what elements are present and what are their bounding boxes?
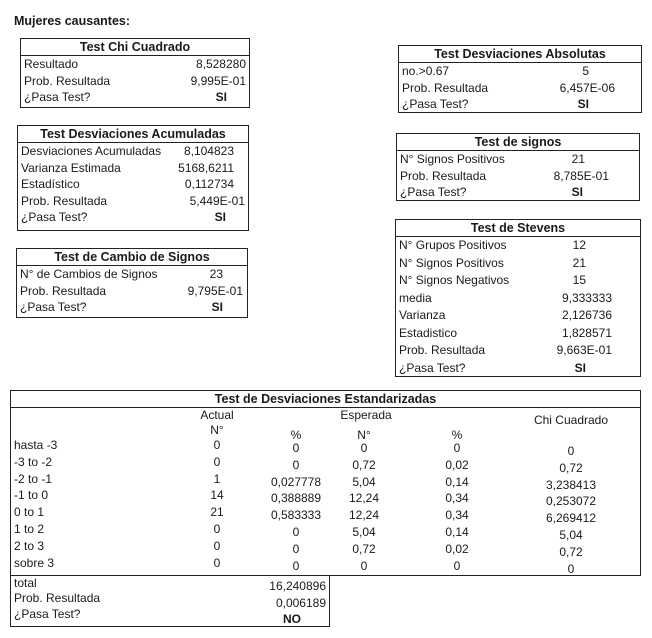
n-actual-value: 14 (210, 488, 224, 503)
table-row (17, 266, 247, 283)
row-value: 15 (572, 273, 586, 287)
test-stevens-table (395, 219, 641, 377)
row-value: 8,104823 (183, 144, 234, 158)
row-value: 5168,6211 (178, 160, 234, 175)
table-row (18, 176, 248, 193)
row-value: 23 (209, 267, 223, 281)
pct-esperada-value: 0 (453, 558, 461, 573)
test-cambio-signos-table (16, 248, 248, 318)
row-value: 8,528280 (195, 57, 246, 71)
chi-value: 5,04 (559, 528, 583, 542)
summary-label-prob: Prob. Resultada (14, 591, 101, 605)
row-label: Varianza (399, 308, 446, 322)
pass-status: SI (574, 360, 586, 375)
n-esperada-value: 0 (360, 441, 368, 455)
table-row (21, 89, 249, 106)
row-label: ¿Pasa Test? (20, 300, 87, 314)
pct-esperada-value: 0,34 (445, 491, 469, 506)
header-pct-actual: % (290, 428, 302, 442)
row-label: ¿Pasa Test? (24, 90, 91, 104)
chi-value: 0,72 (559, 544, 583, 559)
table-row (396, 255, 640, 273)
table-row (17, 299, 247, 316)
row-label: Estadistico (399, 325, 458, 340)
pass-status: SI (215, 90, 227, 104)
table-title: Test de signos (397, 134, 639, 151)
row-label: Prob. Resultada (402, 80, 489, 95)
row-label: Desviaciones Acumuladas (21, 144, 162, 158)
table-title: Test Chi Cuadrado (21, 39, 249, 56)
chi-value: 0,72 (559, 460, 583, 475)
row-value: 8,785E-01 (553, 168, 609, 183)
table-row (399, 63, 641, 80)
summary-label-total: total (14, 576, 37, 590)
row-label: N° Signos Positivos (399, 255, 504, 270)
page-title: Mujeres causantes: (14, 14, 131, 28)
chi-value: 0,253072 (545, 494, 597, 509)
summary-label-pasa: ¿Pasa Test? (14, 607, 81, 621)
pass-status: SI (211, 300, 223, 314)
row-label: ¿Pasa Test? (400, 185, 467, 199)
pass-status: SI (214, 210, 226, 224)
row-label: N° de Cambios de Signos (20, 267, 158, 281)
chi-value: 6,269412 (545, 511, 597, 526)
table-row (397, 184, 639, 201)
pct-actual-value: 0,027778 (270, 474, 322, 489)
table-row (21, 56, 249, 73)
pct-esperada-value: 0,14 (445, 525, 469, 539)
chi-value: 0 (567, 444, 575, 458)
n-actual-value: 0 (213, 522, 221, 536)
pct-esperada-value: 0 (453, 441, 461, 455)
pass-status: NO (283, 612, 301, 626)
n-actual-value: 21 (210, 505, 224, 520)
row-label: Prob. Resultada (399, 343, 486, 357)
table-title: Test de Desviaciones Estandarizadas (11, 391, 640, 408)
row-label: media (399, 290, 432, 305)
table-row (397, 168, 639, 185)
pct-actual-value: 0 (292, 525, 300, 539)
row-value: 9,333333 (561, 290, 612, 305)
chi-value: 3,238413 (545, 477, 597, 492)
row-label: Estadístico (21, 177, 80, 191)
pct-actual-value: 0 (292, 558, 300, 573)
row-value: 9,663E-01 (556, 343, 612, 357)
chi-value: 0 (567, 561, 575, 576)
row-value: 5 (582, 64, 589, 78)
row-label: Prob. Resultada (400, 168, 487, 183)
pass-status: SI (577, 97, 589, 111)
row-label: -3 to -2 (14, 454, 53, 469)
row-value: 12 (572, 238, 586, 252)
n-esperada-value: 12,24 (348, 508, 380, 523)
summary-box (10, 575, 330, 627)
table-row (18, 143, 248, 160)
table-row (17, 283, 247, 300)
n-esperada-value: 0 (360, 558, 368, 573)
test-desviaciones-estandarizadas-table (10, 390, 641, 576)
table-row (18, 193, 248, 210)
row-value: 9,795E-01 (187, 283, 243, 298)
row-label: Prob. Resultada (20, 283, 107, 298)
header-n-actual: N° (210, 423, 224, 437)
row-value: 6,457E-06 (559, 80, 615, 95)
row-label: no.>0.67 (402, 64, 450, 78)
row-label: N° Grupos Positivos (399, 238, 507, 252)
table-title: Test Desviaciones Absolutas (399, 46, 641, 63)
table-title: Test de Cambio de Signos (17, 249, 247, 266)
row-label: hasta -3 (14, 438, 58, 452)
pct-actual-value: 0,583333 (270, 508, 322, 523)
n-esperada-value: 0,72 (352, 541, 376, 556)
table-title: Test de Stevens (396, 220, 640, 237)
row-label: Resultado (24, 57, 79, 71)
row-label: 1 to 2 (14, 522, 45, 536)
table-row (399, 96, 641, 113)
row-value: 21 (572, 255, 586, 270)
table-row (18, 209, 248, 226)
row-label: -2 to -1 (14, 471, 53, 486)
n-esperada-value: 5,04 (352, 474, 376, 489)
row-value: 1,828571 (561, 325, 612, 340)
test-chi-cuadrado-table (20, 38, 250, 108)
row-label: sobre 3 (14, 555, 55, 570)
pct-esperada-value: 0,02 (445, 541, 469, 556)
test-signos-table (396, 133, 640, 201)
header-n-esperada: N° (357, 428, 371, 442)
row-label: -1 to 0 (14, 488, 49, 503)
row-label: ¿Pasa Test? (399, 360, 466, 375)
row-label: 0 to 1 (14, 505, 45, 520)
pct-esperada-value: 0,14 (445, 474, 469, 489)
n-actual-value: 0 (213, 438, 221, 452)
row-value: 5,449E-01 (189, 193, 245, 208)
summary-value-prob: 0,006189 (275, 596, 326, 610)
header-esperada: Esperada (340, 408, 392, 422)
pass-status: SI (571, 185, 583, 199)
summary-value-total: 16,240896 (269, 579, 326, 593)
n-actual-value: 0 (213, 538, 221, 553)
table-row (21, 73, 249, 90)
header-pct-esperada: % (451, 428, 463, 442)
pct-actual-value: 0,388889 (270, 491, 322, 506)
row-label: ¿Pasa Test? (21, 210, 88, 224)
row-value: 0,112734 (184, 177, 234, 191)
row-label: Prob. Resultada (21, 193, 108, 208)
pct-esperada-value: 0,02 (445, 457, 469, 472)
test-desviaciones-absolutas-table (398, 45, 642, 113)
pct-esperada-value: 0,34 (445, 508, 469, 523)
table-row (396, 360, 640, 378)
test-desviaciones-acumuladas-table (17, 125, 249, 231)
row-value: 2,126736 (561, 308, 612, 322)
n-actual-value: 1 (213, 471, 221, 486)
row-value: 9,995E-01 (190, 73, 246, 88)
row-label: N° Signos Positivos (400, 152, 505, 166)
n-actual-value: 0 (213, 555, 221, 570)
row-label: N° Signos Negativos (399, 273, 510, 287)
table-row (397, 151, 639, 168)
table-row (399, 80, 641, 97)
row-label: ¿Pasa Test? (402, 97, 469, 111)
header-actual: Actual (200, 408, 234, 422)
table-title: Test Desviaciones Acumuladas (18, 126, 248, 143)
table-row (18, 160, 248, 177)
n-esperada-value: 5,04 (352, 525, 376, 539)
table-row (396, 237, 640, 255)
row-label: 2 to 3 (14, 538, 45, 553)
header-chi-cuadrado: Chi Cuadrado (533, 413, 609, 427)
n-actual-value: 0 (213, 454, 221, 469)
n-esperada-value: 0,72 (352, 457, 376, 472)
row-value: 21 (571, 152, 585, 166)
table-row (396, 342, 640, 360)
pct-actual-value: 0 (292, 541, 300, 556)
pct-actual-value: 0 (292, 441, 300, 455)
row-label: Prob. Resultada (24, 73, 111, 88)
n-esperada-value: 12,24 (348, 491, 380, 506)
pct-actual-value: 0 (292, 457, 300, 472)
table-row (396, 272, 640, 290)
row-label: Varianza Estimada (21, 160, 121, 175)
table-row (396, 325, 640, 343)
table-row (396, 290, 640, 308)
table-row (396, 307, 640, 325)
